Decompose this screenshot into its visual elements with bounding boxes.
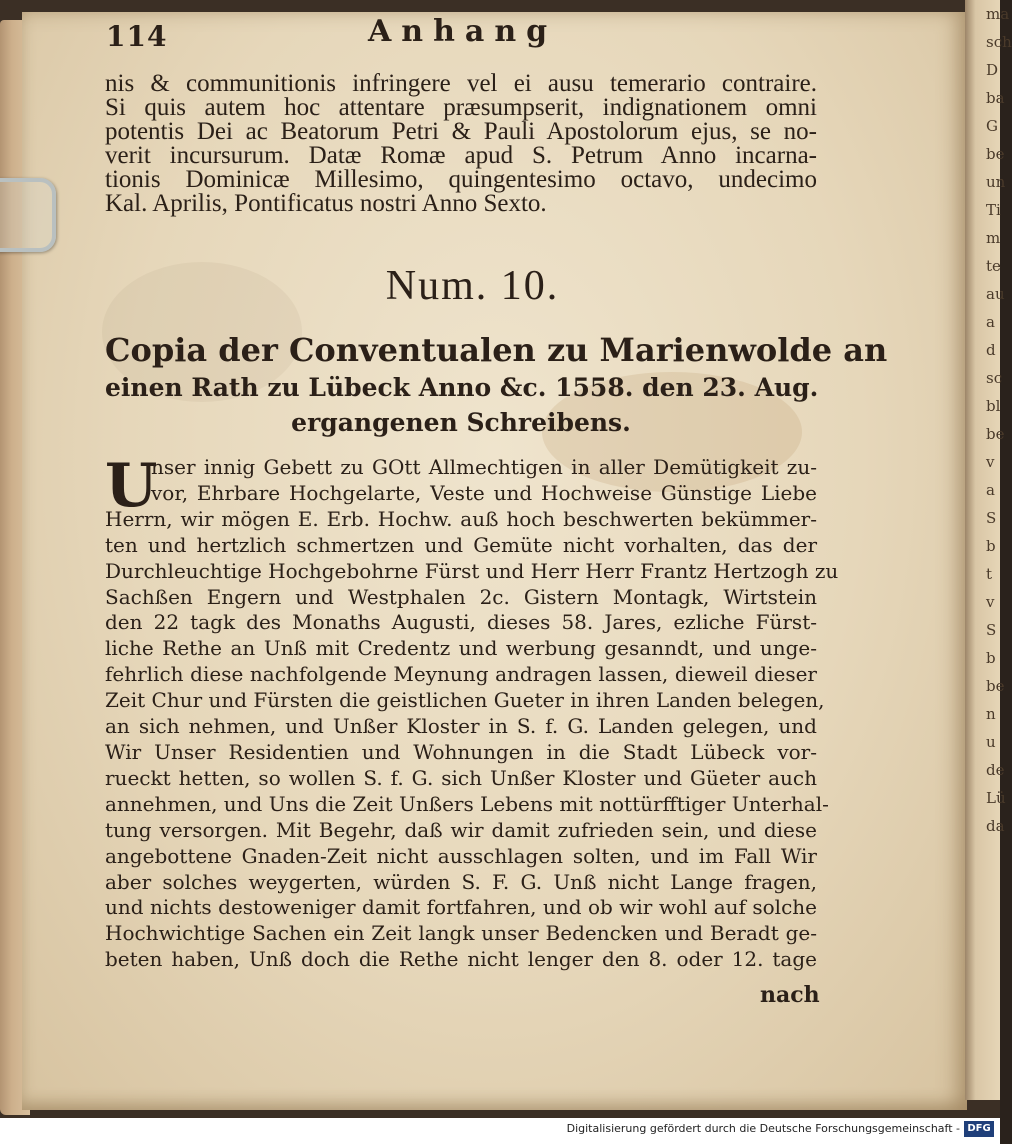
right-page-fragment: G xyxy=(986,117,998,135)
right-page-fragment: u xyxy=(986,733,996,751)
text-line: potentis Dei ac Beatorum Petri & Pauli Apostolorum ejus, se no- xyxy=(105,118,817,145)
title-line: ergangenen Schreibens. xyxy=(291,408,631,437)
text-line: Hochwichtige Sachen ein Zeit langk unser Bedencken und Beradt ge- xyxy=(105,921,817,946)
right-page-fragment: a xyxy=(986,313,995,331)
right-page-fragment: Ti xyxy=(986,201,1001,219)
right-page-fragment: be xyxy=(986,145,1005,163)
text-line: Kal. Aprilis, Pontificatus nostri Anno Sexto. xyxy=(105,190,547,217)
dfg-logo: DFG xyxy=(964,1121,994,1137)
right-page-fragment: t xyxy=(986,565,993,583)
right-page-fragment: bl xyxy=(986,397,1001,415)
right-page-fragment: b xyxy=(986,537,996,555)
text-line: angebottene Gnaden-Zeit nicht ausschlagen solten, und im Fall Wir xyxy=(105,843,817,868)
text-line: tionis Dominicæ Millesimo, quingentesimo octavo, undecimo xyxy=(105,166,817,193)
right-page-fragment: m xyxy=(986,229,1001,247)
text-line: vor, Ehrbare Hochgelarte, Veste und Hochweise Günstige Liebe xyxy=(151,480,817,505)
text-line: nis & communitionis infringere vel ei ausu temerario contraire. xyxy=(105,70,817,97)
right-page-fragment: d xyxy=(986,341,996,359)
text-line: und nichts destoweniger damit fortfahren, und ob wir wohl auf solche xyxy=(105,895,817,920)
right-page-fragment: Lü xyxy=(986,789,1006,807)
latin-paragraph xyxy=(105,72,817,216)
text-line: den 22 tagk des Monaths Augusti, dieses 58. Jares, ezliche Fürst- xyxy=(105,610,817,635)
right-page-fragment: un xyxy=(986,173,1006,191)
right-page-fragment: sc xyxy=(986,369,1003,387)
right-page-fragment: te xyxy=(986,257,1001,275)
right-page-fragment: a xyxy=(986,481,995,499)
paper-clip xyxy=(0,178,56,252)
title-line: Copia der Conventualen zu Marienwolde an xyxy=(105,331,888,369)
text-line: Sachßen Engern und Westphalen 2c. Gistern Montagk, Wirtstein xyxy=(105,584,817,609)
right-page-fragments xyxy=(986,0,1012,1100)
right-page-fragment: au xyxy=(986,285,1005,303)
text-line: fehrlich diese nachfolgende Meynung andragen lassen, dieweil dieser xyxy=(105,662,817,687)
right-page-fragment: b xyxy=(986,649,996,667)
text-line: verit incursurum. Datæ Romæ apud S. Petrum Anno incarna- xyxy=(105,142,817,169)
text-line: annehmen, und Uns die Zeit Unßers Lebens mit nottürfftiger Unterhal- xyxy=(105,791,829,816)
right-page-fragment: ba xyxy=(986,89,1005,107)
text-line: ten und hertzlich schmertzen und Gemüte nicht vorhalten, das der xyxy=(105,532,817,557)
right-page-fragment: da xyxy=(986,817,1005,835)
text-line: aber solches weygerten, würden S. F. G. Unß nicht Lange fragen, xyxy=(105,869,817,894)
right-page-fragment: ma xyxy=(986,5,1010,23)
right-page-fragment: v xyxy=(986,593,995,611)
right-page-fragment: sch xyxy=(986,33,1012,51)
right-page-fragment: v xyxy=(986,453,995,471)
document-title xyxy=(105,330,888,440)
text-line: Wir Unser Residentien und Wohnungen in die Stadt Lübeck vor- xyxy=(105,739,817,764)
right-page-fragment: S xyxy=(986,509,997,527)
text-line: Herrn, wir mögen E. Erb. Hochw. auß hoch beschwerten bekümmer- xyxy=(105,506,817,531)
text-line: Si quis autem hoc attentare præsumpserit, indignationem omni xyxy=(105,94,817,121)
right-page-fragment: S xyxy=(986,621,997,639)
text-line: rueckt hetten, so wollen S. f. G. sich Unßer Kloster und Güeter auch xyxy=(105,765,817,790)
right-page-fragment: be xyxy=(986,425,1005,443)
body-paragraph xyxy=(105,451,839,973)
text-line: tung versorgen. Mit Begehr, daß wir damit zufrieden sein, und diese xyxy=(105,817,817,842)
title-line: einen Rath zu Lübeck Anno &c. 1558. den 23. Aug. xyxy=(105,373,819,402)
catchword: nach xyxy=(760,982,820,1008)
right-page-fragment: n xyxy=(986,705,996,723)
section-number-heading: Num. 10. xyxy=(385,263,560,309)
text-line: Durchleuchtige Hochgebohrne Fürst und Herr Herr Frantz Hertzogh zu xyxy=(105,558,839,583)
page-number: 114 xyxy=(106,20,168,53)
digitization-credit: Digitalisierung gefördert durch die Deutsche Forschungsgemeinschaft - xyxy=(566,1122,960,1135)
drop-cap: U xyxy=(105,451,158,521)
right-page-fragment: be xyxy=(986,677,1005,695)
text-line: nser innig Gebett zu GOtt Allmechtigen in aller Demütigkeit zu- xyxy=(151,455,817,479)
right-page-fragment: D xyxy=(986,61,999,79)
text-line: an sich nehmen, und Unßer Kloster in S. f. G. Landen gelegen, und xyxy=(105,714,817,739)
text-line: beten haben, Unß doch die Rethe nicht lenger den 8. oder 12. tage xyxy=(105,947,817,972)
right-page-fragment: de xyxy=(986,761,1005,779)
text-line: Zeit Chur und Fürsten die geistlichen Gueter in ihren Landen belegen, xyxy=(105,688,825,713)
text-line: liche Rethe an Unß mit Credentz und werbung gesanndt, und unge- xyxy=(105,636,817,661)
running-title: Anhang xyxy=(368,14,558,49)
